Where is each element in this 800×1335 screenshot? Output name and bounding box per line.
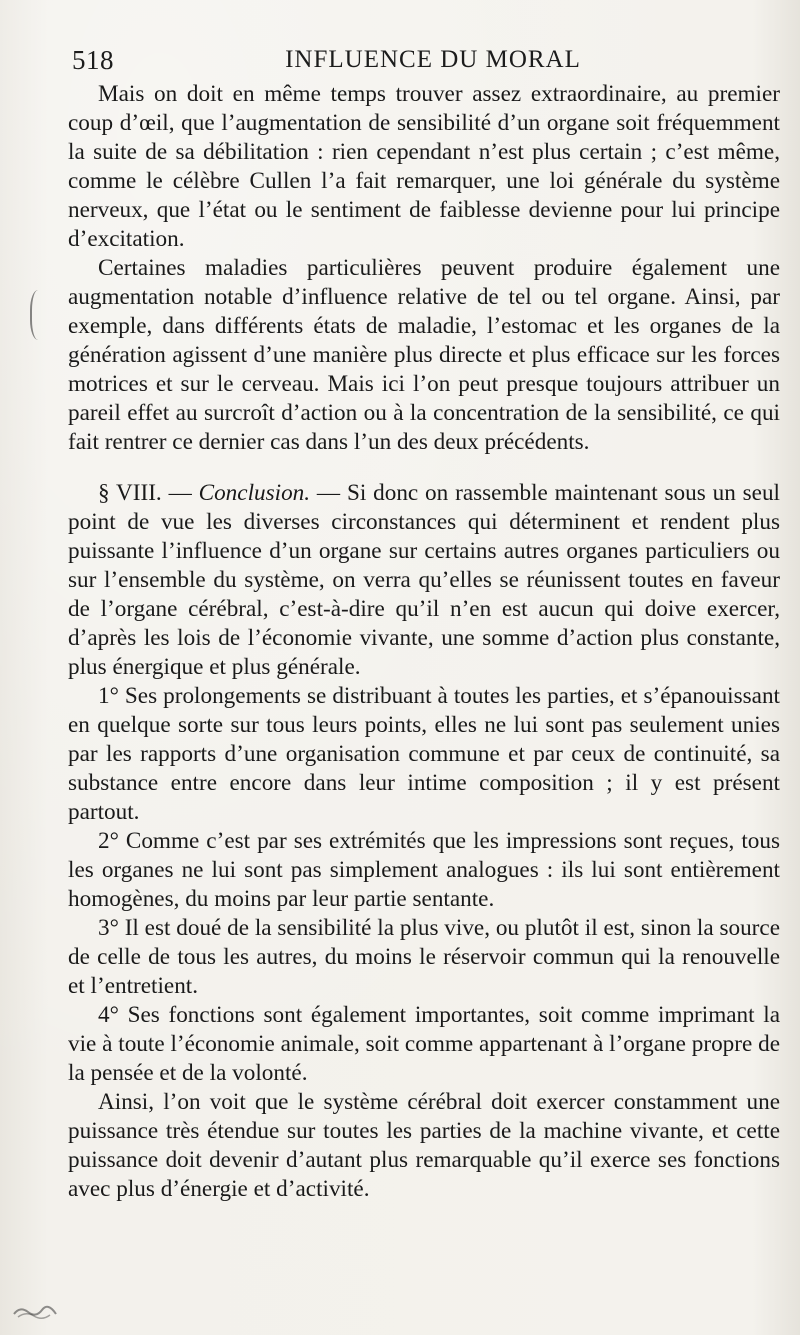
section-title: Conclusion. [198, 480, 311, 506]
paragraph-1: Mais on doit en même temps trouver assez extraordinaire, au premier coup d’œil, que l’augmentation de sensibilité d’un organe soit fréquemment la suite de sa débilitation : rien cependant n’est plus certain ; c’est même, comme le célèbre Cullen l’a fait remarquer, une loi générale du système nerveux, que l’état ou le sentiment de faiblesse devienne pour lui principe d’excitation. [68, 81, 780, 252]
page-header [72, 40, 784, 80]
paragraph-final: Ainsi, l’on voit que le système cérébral doit exercer constamment une puissance très étendue sur toutes les parties de la machine vivante, et cette puissance doit devenir d’autant plus remarquable qu’il exerce ses fonctions avec plus d’énergie et d’activité. [68, 1089, 780, 1202]
paragraph-point-3: 3° Il est doué de la sensibilité la plus vive, ou plutôt il est, sinon la source de celle de tous les autres, du moins le réservoir commun qui la renouvelle et l’entretient. [68, 915, 780, 999]
margin-pencil-mark [30, 290, 50, 340]
paragraph-point-1: 1° Ses prolongements se distribuant à toutes les parties, et s’épanouissant en quelque sorte sur tous leurs points, elles ne lui sont pas seulement unies par les rapports d’une organisation commune et par ceux de continuité, sa substance entre encore dans leur intime composition ; il y est présent partout. [68, 683, 780, 825]
paragraph-point-4: 4° Ses fonctions sont également importantes, soit comme imprimant la vie à toute l’économie animale, soit comme appartenant à l’organe propre de la pensée et de la volonté. [68, 1002, 780, 1086]
section-label: § VIII. — [98, 480, 199, 506]
running-title: INFLUENCE DU MORAL [285, 46, 581, 73]
ink-stain-mark [10, 1300, 60, 1320]
section-text: Si donc on rassemble maintenant sous un seul point de vue les diverses circonstances qui déterminent et rendent plus puissante l’influence d’un organe sur certains autres organes particuliers ou sur l’ensemble du système, on verra qu’elles se réunissent toutes en faveur de l’organe cérébral, c’est-à-dire qu’il n’en est aucun qui doive exercer, d’après les lois de l’économie vivante, une somme d’action plus constante, plus énergique et plus générale. [68, 480, 781, 680]
paragraph-section-conclusion [68, 479, 780, 682]
page-number: 518 [72, 45, 114, 75]
paragraph-point-2: 2° Comme c’est par ses extrémités que les impressions sont reçues, tous les organes ne lui sont pas simplement analogues : ils lui sont entièrement homogènes, du moins par leur partie sentante. [68, 828, 780, 912]
paragraph-2: Certaines maladies particulières peuvent produire également une augmentation notable d’influence relative de tel ou tel organe. Ainsi, par exemple, dans différents états de maladie, l’estomac et les organes de la génération agissent d’une manière plus directe et plus efficace sur les forces motrices et sur le cerveau. Mais ici l’on peut presque toujours attribuer un pareil effet au surcroît d’action ou à la concentration de la sensibilité, ce qui fait rentrer ce dernier cas dans l’un des deux précédents. [68, 255, 780, 455]
section-dash: — [310, 480, 347, 506]
body-text [68, 80, 780, 1204]
